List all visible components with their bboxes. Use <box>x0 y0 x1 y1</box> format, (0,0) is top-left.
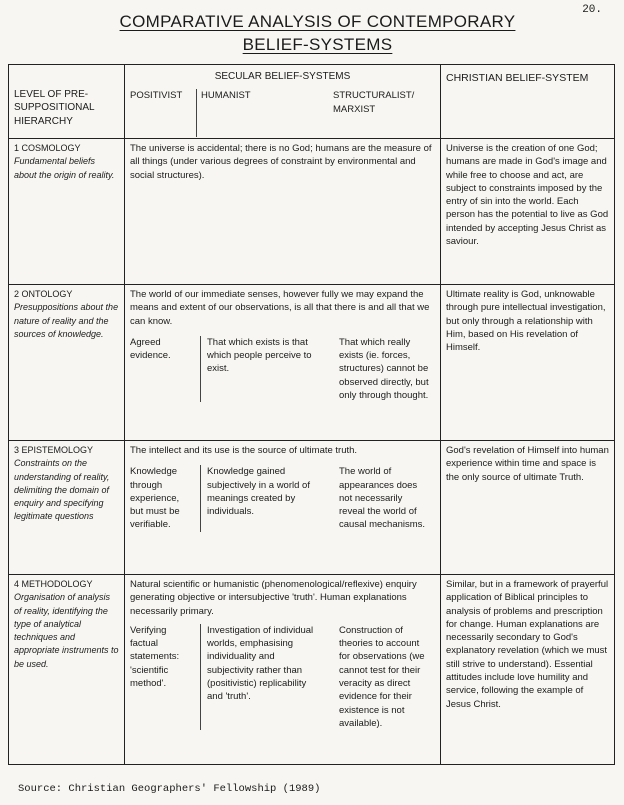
header-level-cell <box>9 65 125 139</box>
secular-cell <box>125 441 441 575</box>
level-description: Presuppositions about the nature of reality and the sources of knowledge. <box>14 302 119 339</box>
source-citation: Source: Christian Geographers' Fellowship (1989) <box>18 783 321 795</box>
table-row <box>9 441 615 575</box>
secular-cell <box>125 139 441 285</box>
level-title: 3 EPISTEMOLOGY <box>14 445 94 455</box>
christian-text: God's revelation of Himself into human experience within time and space is the only source of ultimate Truth. <box>446 445 609 483</box>
belief-systems-table <box>8 64 615 765</box>
header-christian: CHRISTIAN BELIEF-SYSTEM <box>446 72 589 84</box>
header-secular-cell <box>125 65 441 139</box>
structuralist-text: The world of appearances does not necessarily reveal the world of causal mechanisms. <box>339 466 426 531</box>
header-row <box>9 65 615 139</box>
level-cell <box>9 441 125 575</box>
secular-text: Natural scientific or humanistic (phenomenological/reflexive) enquiry generating objective or intersubjective 'truth'. Human explanations necessarily primary. <box>130 579 417 617</box>
secular-cell <box>125 575 441 765</box>
positivist-text: Agreed evidence. <box>130 336 171 362</box>
christian-cell <box>441 575 615 765</box>
humanist-text: Investigation of individual worlds, emphasising individuality and subjectivity rather than (positivistic) replicability and 'truth'. <box>200 624 325 730</box>
positivist-text: Knowledge through experience, but must be verifiable. <box>130 466 180 531</box>
humanist-text: That which exists is that which people perceive to exist. <box>200 336 325 402</box>
level-cell <box>9 139 125 285</box>
christian-cell <box>441 285 615 441</box>
title-line-2: BELIEF-SYSTEMS <box>242 35 393 54</box>
structuralist-text: That which really exists (ie. forces, structures) cannot be observed directly, but only through thought. <box>339 336 429 402</box>
christian-text: Universe is the creation of one God; humans are made in God's image and while free to choose and act, are subject to constraints imposed by the entry of sin into the world. Each person has the potential to live as God intended by accepting Jesus Christ as saviour. <box>446 143 609 248</box>
header-structuralist: STRUCTURALIST/ MARXIST <box>333 90 415 115</box>
level-title: 2 ONTOLOGY <box>14 289 73 299</box>
structuralist-text: Construction of theories to account for observations (we cannot test for their veracity as direct evidence for their existence is not available). <box>339 624 425 729</box>
secular-text: The intellect and its use is the source of ultimate truth. <box>130 445 358 456</box>
christian-cell <box>441 139 615 285</box>
table-row <box>9 139 615 285</box>
table-row <box>9 575 615 765</box>
humanist-text: Knowledge gained subjectively in a world of meanings created by individuals. <box>200 465 325 531</box>
level-description: Fundamental beliefs about the origin of reality. <box>14 156 115 180</box>
header-positivist: POSITIVIST <box>130 90 183 102</box>
christian-cell <box>441 441 615 575</box>
christian-text: Ultimate reality is God, unknowable through pure intellectual investigation, but only through a relationship with Him, based on His revelation of Himself. <box>446 289 606 354</box>
secular-cell <box>125 285 441 441</box>
secular-text: The universe is accidental; there is no God; humans are the measure of all things (under various degrees of constraint by environmental and social structures). <box>130 143 432 181</box>
header-secular: SECULAR BELIEF-SYSTEMS <box>214 71 351 82</box>
header-christian-cell <box>441 65 615 139</box>
secular-text: The world of our immediate senses, however fully we may expand the means and extent of our observations, is all that there is and all that we can know. <box>130 289 430 327</box>
level-title: 1 COSMOLOGY <box>14 143 81 153</box>
table-row <box>9 285 615 441</box>
title-line-1: COMPARATIVE ANALYSIS OF CONTEMPORARY <box>119 12 516 31</box>
header-humanist: HUMANIST <box>196 89 323 137</box>
level-title: 4 METHODOLOGY <box>14 579 93 589</box>
level-cell <box>9 285 125 441</box>
page-title <box>90 10 545 56</box>
level-cell <box>9 575 125 765</box>
positivist-text: Verifying factual statements: 'scientific method'. <box>130 624 180 690</box>
level-description: Organisation of analysis of reality, identifying the type of analytical techniques and appropriate instruments to be used. <box>14 592 119 669</box>
level-description: Constraints on the understanding of reality, delimiting the domain of enquiry and specifying legitimate questions <box>14 458 110 522</box>
header-level: LEVEL OF PRE-SUPPOSITIONAL HIERARCHY <box>14 89 95 127</box>
christian-text: Similar, but in a framework of prayerful application of Biblical principles to analysis of problems and prescription for change. Human explanations are necessarily secondary to God's explanatory revelation (which we must still strive to understand). Essential attitudes include love humility and service, following the example of Jesus Christ. <box>446 579 609 710</box>
page-number: 20. <box>582 4 602 16</box>
